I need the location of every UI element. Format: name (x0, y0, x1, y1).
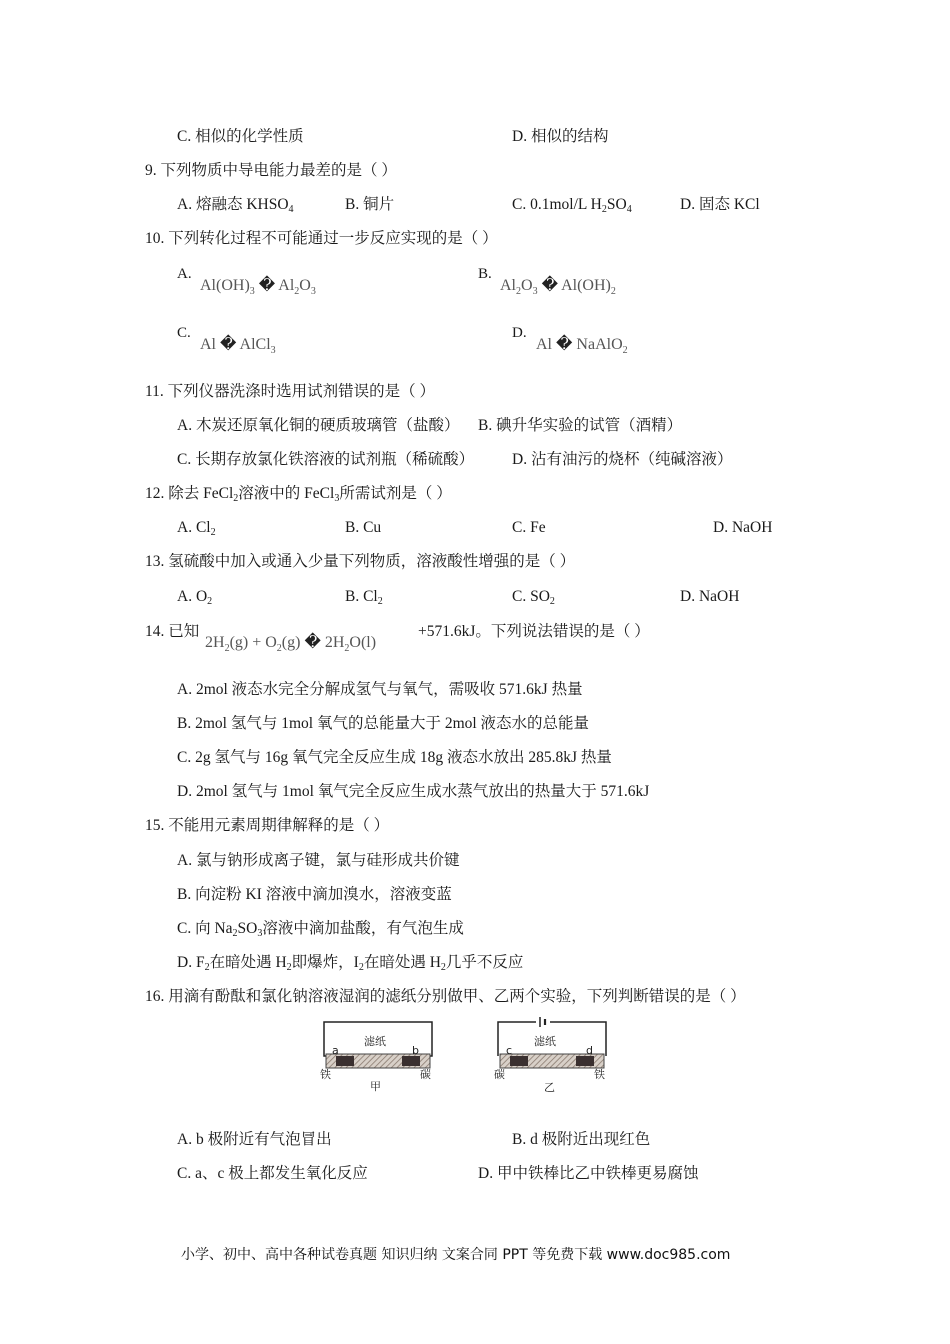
q16-figure-jia (316, 1018, 446, 1096)
q13-option-a: A. $O_2$ (177, 588, 213, 607)
q10-a-label: A. (177, 266, 192, 282)
q12-stem: 12. 除去 FeCl$_2$溶液中的 FeCl$_3$所需试剂是（ ） (145, 485, 452, 504)
q15-option-c: C. 向 $Na_2SO_3$溶液中滴加盐酸，有气泡生成 (177, 920, 464, 939)
q14-option-b: B. 2mol 氢气与 1mol 氧气的总能量大于 2mol 液态水的总能量 (177, 715, 590, 732)
q9-option-d: D. 固态 KCl (680, 196, 760, 213)
q10-a-formula: $Al(OH)_3$ � $Al_2O_3$ (200, 277, 316, 297)
yi-right-label: 铁 (594, 1068, 605, 1081)
q16-option-c: C. a、c 极上都发生氧化反应 (177, 1165, 368, 1182)
q10-stem: 10. 下列转化过程不可能通过一步反应实现的是（ ） (145, 230, 498, 247)
q14-option-c: C. 2g 氢气与 16g 氧气完全反应生成 18g 液态水放出 285.8kJ 热量 (177, 749, 612, 766)
jia-iron-electrode (336, 1056, 354, 1066)
q16-stem: 16. 用滴有酚酞和氯化钠溶液湿润的滤纸分别做甲、乙两个实验，下列判断错误的是（ ） (145, 988, 746, 1005)
q11-stem: 11. 下列仪器洗涤时选用试剂错误的是（ ） (145, 383, 436, 400)
q10-b-label: B. (478, 266, 492, 282)
jia-paper-label: 滤纸 (364, 1035, 386, 1048)
jia-a-label: a (332, 1044, 339, 1057)
q13-option-d: D. NaOH (680, 588, 740, 605)
q10-b-formula: $Al_2O_3$ � $Al(OH)_2$ (500, 277, 616, 297)
q16-option-b: B. d 极附近出现红色 (512, 1131, 651, 1148)
q13-option-b: B. $Cl_2$ (345, 588, 383, 607)
q16-option-a: A. b 极附近有气泡冒出 (177, 1131, 332, 1148)
q16-option-d: D. 甲中铁棒比乙中铁棒更易腐蚀 (478, 1165, 699, 1182)
q15-option-d: D. $F_2$在暗处遇 $H_2$即爆炸，$I_2$在暗处遇 $H_2$几乎不反应 (177, 954, 524, 973)
q9-stem: 9. 下列物质中导电能力最差的是（ ） (145, 162, 397, 179)
yi-carbon-electrode (510, 1056, 528, 1066)
q14-option-d: D. 2mol 氢气与 1mol 氧气完全反应生成水蒸气放出的热量大于 571.6kJ (177, 783, 650, 800)
q14-equation: $2H_2(g) + O_2(g)$ � $2H_2O(l)$ (205, 634, 377, 654)
yi-d-label: d (586, 1044, 593, 1057)
page-footer: 小学、初中、高中各种试卷真题 知识归纳 文案合同 PPT 等免费下载 www.doc985.com (181, 1247, 731, 1263)
q11-option-c: C. 长期存放氯化铁溶液的试剂瓶（稀硫酸） (177, 451, 475, 468)
q11-option-b: B. 碘升华实验的试管（酒精） (478, 417, 683, 434)
jia-b-label: b (412, 1044, 419, 1057)
q12-option-d: D. NaOH (713, 519, 773, 536)
yi-c-label: c (506, 1044, 513, 1057)
yi-paper-label: 滤纸 (534, 1035, 556, 1048)
q13-stem: 13. 氢硫酸中加入或通入少量下列物质，溶液酸性增强的是（ ） (145, 553, 576, 570)
q14-stem-prefix: 14. 已知 (145, 623, 200, 640)
q10-d-formula: Al � NaAlO$_2$ (536, 336, 628, 356)
q15-option-a: A. 氯与钠形成离子键，氯与硅形成共价键 (177, 852, 460, 869)
q8-option-d: D. 相似的结构 (512, 128, 609, 145)
q10-c-formula: Al � AlCl$_3$ (200, 336, 276, 356)
q12-option-a: A. $Cl_2$ (177, 519, 216, 538)
yi-caption: 乙 (544, 1081, 555, 1094)
q10-d-label: D. (512, 325, 527, 341)
q14-stem-suffix: +571.6kJ。下列说法错误的是（ ） (418, 623, 650, 640)
q9-option-c: C. 0.1mol/L $H_2SO_4$ (512, 196, 632, 215)
q10-c-label: C. (177, 325, 191, 341)
q15-option-b: B. 向淀粉 KI 溶液中滴加溴水，溶液变蓝 (177, 886, 452, 903)
q12-option-c: C. Fe (512, 519, 546, 536)
jia-carbon-electrode (402, 1056, 420, 1066)
jia-right-label: 碳 (420, 1068, 431, 1081)
yi-iron-electrode (576, 1056, 594, 1066)
q11-option-d: D. 沾有油污的烧杯（纯碱溶液） (512, 451, 733, 468)
yi-left-label: 碳 (494, 1068, 505, 1081)
jia-left-label: 铁 (320, 1068, 331, 1081)
q9-option-b: B. 铜片 (345, 196, 395, 213)
q12-option-b: B. Cu (345, 519, 382, 536)
q13-option-c: C. $SO_2$ (512, 588, 555, 607)
q16-figure-yi (488, 1016, 618, 1096)
q8-option-c: C. 相似的化学性质 (177, 128, 304, 145)
jia-caption: 甲 (370, 1080, 381, 1093)
q15-stem: 15. 不能用元素周期律解释的是（ ） (145, 817, 390, 834)
q9-option-a: A. 熔融态 $KHSO_4$ (177, 196, 294, 215)
q14-option-a: A. 2mol 液态水完全分解成氢气与氧气，需吸收 571.6kJ 热量 (177, 681, 583, 698)
q11-option-a: A. 木炭还原氧化铜的硬质玻璃管（盐酸） (177, 417, 460, 434)
